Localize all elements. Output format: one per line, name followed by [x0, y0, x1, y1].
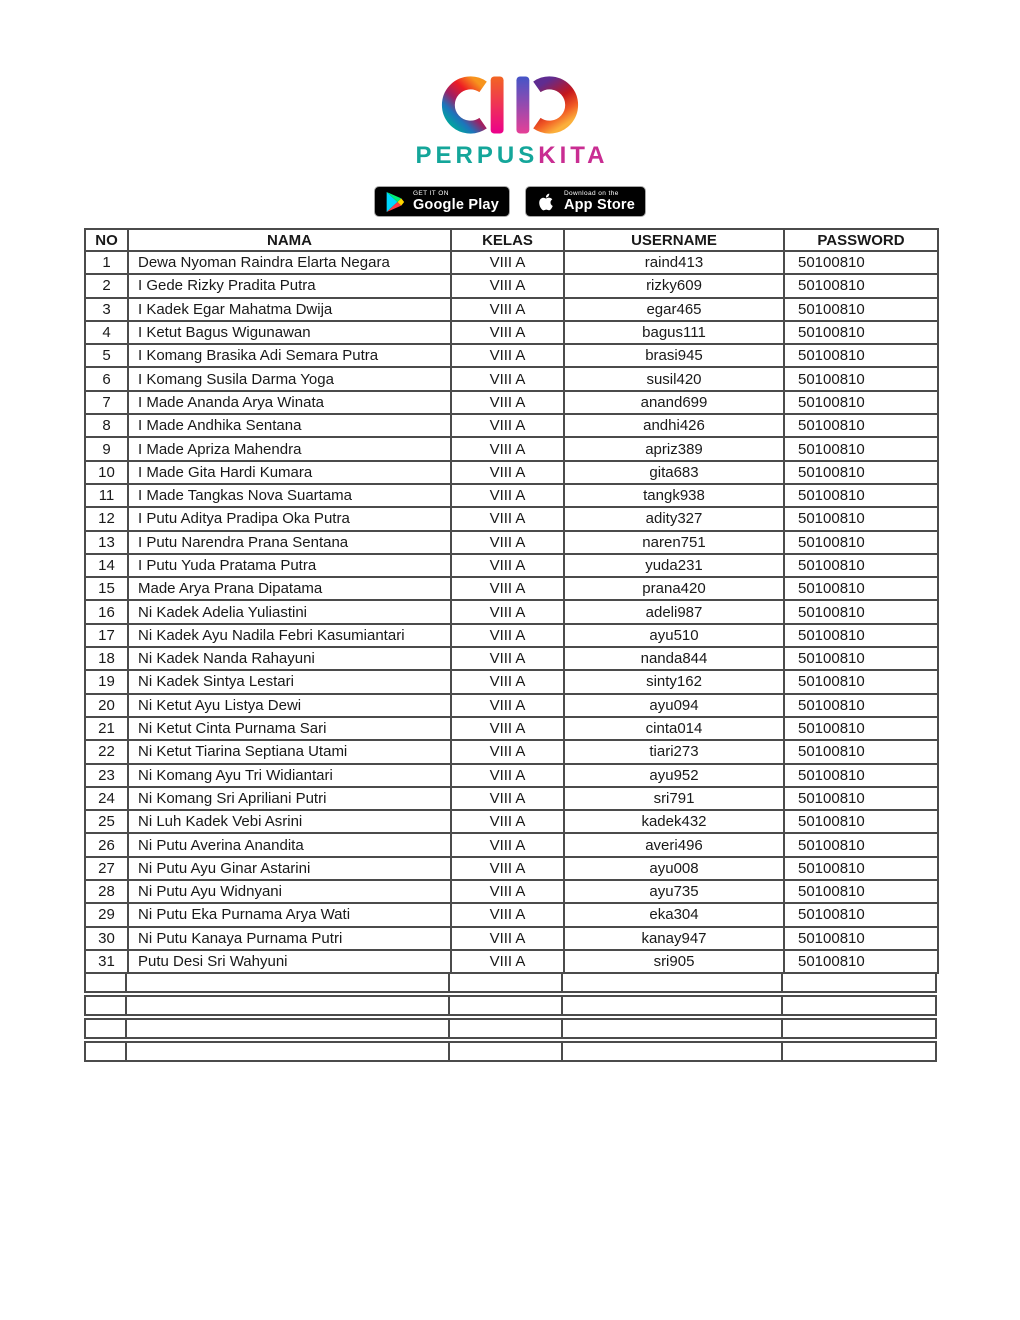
brand-wordmark	[412, 142, 609, 170]
table-cell: 50100810	[784, 624, 938, 647]
empty-table-cell	[86, 1020, 127, 1037]
table-cell: 50100810	[784, 274, 938, 297]
empty-table-cell	[86, 974, 127, 991]
empty-table-cell	[783, 1043, 935, 1060]
empty-table-cell	[127, 1020, 450, 1037]
table-cell: I Putu Aditya Pradipa Oka Putra	[128, 507, 451, 530]
empty-table-row	[84, 995, 937, 1016]
table-cell: 10	[85, 461, 128, 484]
brand-perpus: PERPUS	[415, 142, 539, 169]
table-cell: VIII A	[451, 810, 564, 833]
table-cell: 8	[85, 414, 128, 437]
table-cell: 25	[85, 810, 128, 833]
table-cell: 29	[85, 903, 128, 926]
table-cell: 2	[85, 274, 128, 297]
table-cell: VIII A	[451, 647, 564, 670]
table-cell: 5	[85, 344, 128, 367]
table-cell: 11	[85, 484, 128, 507]
table-row	[85, 274, 938, 297]
empty-table-cell	[86, 997, 127, 1014]
table-cell: averi496	[564, 833, 784, 856]
table-cell: VIII A	[451, 833, 564, 856]
table-cell: 50100810	[784, 554, 938, 577]
table-row	[85, 531, 938, 554]
table-row	[85, 740, 938, 763]
table-cell: VIII A	[451, 554, 564, 577]
app-store-label: App Store	[563, 197, 636, 213]
table-row	[85, 927, 938, 950]
table-cell: naren751	[564, 531, 784, 554]
table-cell: yuda231	[564, 554, 784, 577]
table-cell: ayu952	[564, 764, 784, 787]
table-cell: VIII A	[451, 274, 564, 297]
column-header-no: NO	[85, 229, 128, 251]
table-row	[85, 507, 938, 530]
apple-icon	[536, 191, 556, 213]
column-header-nama: NAMA	[128, 229, 451, 251]
table-cell: VIII A	[451, 484, 564, 507]
table-cell: I Made Apriza Mahendra	[128, 437, 451, 460]
table-cell: Ni Putu Averina Anandita	[128, 833, 451, 856]
table-cell: ayu510	[564, 624, 784, 647]
table-cell: I Kadek Egar Mahatma Dwija	[128, 298, 451, 321]
table-cell: 50100810	[784, 367, 938, 390]
table-cell: 13	[85, 531, 128, 554]
table-cell: adeli987	[564, 600, 784, 623]
table-header-row	[85, 229, 938, 251]
table-cell: VIII A	[451, 531, 564, 554]
table-row	[85, 624, 938, 647]
table-row	[85, 717, 938, 740]
table-cell: tiari273	[564, 740, 784, 763]
table-cell: VIII A	[451, 740, 564, 763]
table-cell: VIII A	[451, 950, 564, 973]
table-cell: Ni Ketut Ayu Listya Dewi	[128, 694, 451, 717]
table-cell: VIII A	[451, 298, 564, 321]
empty-table-cell	[450, 1020, 563, 1037]
table-cell: 50100810	[784, 484, 938, 507]
table-row	[85, 600, 938, 623]
empty-table-cell	[783, 974, 935, 991]
empty-table-row	[84, 1018, 937, 1039]
table-row	[85, 670, 938, 693]
table-cell: 50100810	[784, 787, 938, 810]
table-cell: 50100810	[784, 437, 938, 460]
table-cell: sri791	[564, 787, 784, 810]
table-cell: 50100810	[784, 670, 938, 693]
table-cell: 15	[85, 577, 128, 600]
table-cell: 16	[85, 600, 128, 623]
table-cell: sinty162	[564, 670, 784, 693]
table-cell: Ni Komang Sri Apriliani Putri	[128, 787, 451, 810]
table-row	[85, 367, 938, 390]
table-body	[85, 251, 938, 973]
brand-kita: KITA	[538, 142, 609, 169]
table-cell: 50100810	[784, 344, 938, 367]
table-row	[85, 437, 938, 460]
empty-table-cell	[127, 974, 450, 991]
table-cell: 50100810	[784, 531, 938, 554]
table-cell: 50100810	[784, 298, 938, 321]
table-cell: 50100810	[784, 950, 938, 973]
table-cell: I Made Gita Hardi Kumara	[128, 461, 451, 484]
table-cell: 30	[85, 927, 128, 950]
table-row	[85, 950, 938, 973]
table-cell: 50100810	[784, 414, 938, 437]
table-cell: 23	[85, 764, 128, 787]
table-row	[85, 577, 938, 600]
table-cell: 3	[85, 298, 128, 321]
empty-table-cell	[450, 997, 563, 1014]
table-cell: 50100810	[784, 507, 938, 530]
table-cell: adity327	[564, 507, 784, 530]
table-cell: VIII A	[451, 344, 564, 367]
table-cell: gita683	[564, 461, 784, 484]
table-row	[85, 414, 938, 437]
table-cell: 50100810	[784, 880, 938, 903]
table-cell: 50100810	[784, 764, 938, 787]
table-cell: Ni Komang Ayu Tri Widiantari	[128, 764, 451, 787]
empty-table-cell	[783, 1020, 935, 1037]
table-cell: 50100810	[784, 903, 938, 926]
table-cell: ayu735	[564, 880, 784, 903]
table-cell: VIII A	[451, 624, 564, 647]
table-cell: 50100810	[784, 740, 938, 763]
table-cell: 50100810	[784, 577, 938, 600]
table-cell: VIII A	[451, 600, 564, 623]
table-cell: Ni Kadek Nanda Rahayuni	[128, 647, 451, 670]
empty-table-cell	[783, 997, 935, 1014]
table-cell: VIII A	[451, 857, 564, 880]
table-row	[85, 880, 938, 903]
table-cell: I Made Tangkas Nova Suartama	[128, 484, 451, 507]
table-cell: andhi426	[564, 414, 784, 437]
table-cell: sri905	[564, 950, 784, 973]
table-cell: 50100810	[784, 647, 938, 670]
perpuskita-logo-icon	[433, 70, 587, 140]
table-cell: I Putu Narendra Prana Sentana	[128, 531, 451, 554]
table-row	[85, 764, 938, 787]
table-cell: 50100810	[784, 694, 938, 717]
google-play-eyebrow: GET IT ON	[412, 190, 449, 197]
table-cell: 24	[85, 787, 128, 810]
table-cell: Ni Luh Kadek Vebi Asrini	[128, 810, 451, 833]
table-row	[85, 903, 938, 926]
table-cell: rizky609	[564, 274, 784, 297]
app-store-eyebrow: Download on the	[563, 190, 619, 197]
table-cell: 4	[85, 321, 128, 344]
column-header-username: USERNAME	[564, 229, 784, 251]
table-row	[85, 461, 938, 484]
table-cell: VIII A	[451, 367, 564, 390]
table-cell: 26	[85, 833, 128, 856]
table-cell: VIII A	[451, 764, 564, 787]
empty-table-cell	[450, 974, 563, 991]
empty-table-cell	[563, 997, 783, 1014]
table-cell: VIII A	[451, 461, 564, 484]
table-cell: I Putu Yuda Pratama Putra	[128, 554, 451, 577]
table-cell: bagus111	[564, 321, 784, 344]
column-header-password: PASSWORD	[784, 229, 938, 251]
table-cell: Dewa Nyoman Raindra Elarta Negara	[128, 251, 451, 274]
table-cell: 28	[85, 880, 128, 903]
table-cell: 50100810	[784, 810, 938, 833]
empty-table-cell	[127, 997, 450, 1014]
table-cell: 21	[85, 717, 128, 740]
table-cell: prana420	[564, 577, 784, 600]
empty-table-cell	[563, 1020, 783, 1037]
table-cell: Ni Ketut Tiarina Septiana Utami	[128, 740, 451, 763]
table-cell: Ni Putu Eka Purnama Arya Wati	[128, 903, 451, 926]
table-cell: 50100810	[784, 927, 938, 950]
table-row	[85, 787, 938, 810]
table-cell: VIII A	[451, 670, 564, 693]
table-cell: nanda844	[564, 647, 784, 670]
table-cell: eka304	[564, 903, 784, 926]
empty-table-cell	[563, 974, 783, 991]
table-cell: VIII A	[451, 787, 564, 810]
table-cell: 27	[85, 857, 128, 880]
table-cell: I Komang Brasika Adi Semara Putra	[128, 344, 451, 367]
table-cell: ayu094	[564, 694, 784, 717]
table-cell: VIII A	[451, 507, 564, 530]
table-cell: 50100810	[784, 717, 938, 740]
table-cell: raind413	[564, 251, 784, 274]
play-triangle-icon	[385, 191, 405, 213]
table-cell: 50100810	[784, 321, 938, 344]
table-row	[85, 484, 938, 507]
table-cell: Made Arya Prana Dipatama	[128, 577, 451, 600]
table-cell: VIII A	[451, 251, 564, 274]
table-cell: Ni Putu Ayu Widnyani	[128, 880, 451, 903]
table-cell: VIII A	[451, 391, 564, 414]
table-cell: VIII A	[451, 927, 564, 950]
table-cell: 22	[85, 740, 128, 763]
empty-table-cell	[127, 1043, 450, 1060]
table-row	[85, 391, 938, 414]
table-cell: egar465	[564, 298, 784, 321]
table-cell: Ni Ketut Cinta Purnama Sari	[128, 717, 451, 740]
table-cell: I Gede Rizky Pradita Putra	[128, 274, 451, 297]
empty-table-row	[84, 972, 937, 993]
empty-table-cell	[450, 1043, 563, 1060]
table-cell: ayu008	[564, 857, 784, 880]
table-cell: 18	[85, 647, 128, 670]
table-cell: VIII A	[451, 880, 564, 903]
table-cell: Ni Putu Ayu Ginar Astarini	[128, 857, 451, 880]
table-row	[85, 344, 938, 367]
google-play-badge[interactable]	[374, 186, 510, 217]
table-cell: brasi945	[564, 344, 784, 367]
table-row	[85, 298, 938, 321]
table-cell: I Komang Susila Darma Yoga	[128, 367, 451, 390]
table-row	[85, 857, 938, 880]
table-cell: Ni Kadek Adelia Yuliastini	[128, 600, 451, 623]
table-row	[85, 694, 938, 717]
table-cell: anand699	[564, 391, 784, 414]
column-header-kelas: KELAS	[451, 229, 564, 251]
table-cell: Ni Kadek Ayu Nadila Febri Kasumiantari	[128, 624, 451, 647]
table-row	[85, 810, 938, 833]
table-cell: VIII A	[451, 903, 564, 926]
table-cell: VIII A	[451, 577, 564, 600]
table-cell: 12	[85, 507, 128, 530]
table-cell: 1	[85, 251, 128, 274]
table-cell: tangk938	[564, 484, 784, 507]
table-cell: 50100810	[784, 251, 938, 274]
table-cell: 7	[85, 391, 128, 414]
table-cell: 50100810	[784, 857, 938, 880]
table-cell: 6	[85, 367, 128, 390]
table-cell: kadek432	[564, 810, 784, 833]
table-cell: Ni Kadek Sintya Lestari	[128, 670, 451, 693]
table-cell: apriz389	[564, 437, 784, 460]
google-play-label: Google Play	[412, 197, 499, 213]
table-cell: Putu Desi Sri Wahyuni	[128, 950, 451, 973]
table-row	[85, 321, 938, 344]
app-store-badge[interactable]	[525, 186, 646, 217]
table-cell: I Made Ananda Arya Winata	[128, 391, 451, 414]
table-cell: 20	[85, 694, 128, 717]
credentials-table	[84, 228, 939, 974]
app-store-badge-text	[564, 190, 635, 213]
table-cell: 9	[85, 437, 128, 460]
store-badges	[374, 186, 646, 217]
table-cell: Ni Putu Kanaya Purnama Putri	[128, 927, 451, 950]
google-play-badge-text	[413, 190, 499, 213]
table-cell: 31	[85, 950, 128, 973]
table-row	[85, 647, 938, 670]
table-cell: VIII A	[451, 694, 564, 717]
table-cell: VIII A	[451, 437, 564, 460]
table-cell: 50100810	[784, 600, 938, 623]
brand-header	[0, 70, 1020, 217]
table-cell: I Ketut Bagus Wigunawan	[128, 321, 451, 344]
table-cell: 50100810	[784, 461, 938, 484]
empty-table-row	[84, 1041, 937, 1062]
table-cell: VIII A	[451, 321, 564, 344]
table-cell: susil420	[564, 367, 784, 390]
empty-rows	[84, 972, 937, 1064]
table-cell: 50100810	[784, 833, 938, 856]
table-row	[85, 833, 938, 856]
table-cell: VIII A	[451, 414, 564, 437]
table-cell: cinta014	[564, 717, 784, 740]
table-row	[85, 251, 938, 274]
empty-table-cell	[86, 1043, 127, 1060]
table-cell: VIII A	[451, 717, 564, 740]
table-cell: 14	[85, 554, 128, 577]
table-cell: I Made Andhika Sentana	[128, 414, 451, 437]
table-cell: 19	[85, 670, 128, 693]
empty-table-cell	[563, 1043, 783, 1060]
table-cell: 50100810	[784, 391, 938, 414]
table-cell: 17	[85, 624, 128, 647]
table-row	[85, 554, 938, 577]
table-cell: kanay947	[564, 927, 784, 950]
